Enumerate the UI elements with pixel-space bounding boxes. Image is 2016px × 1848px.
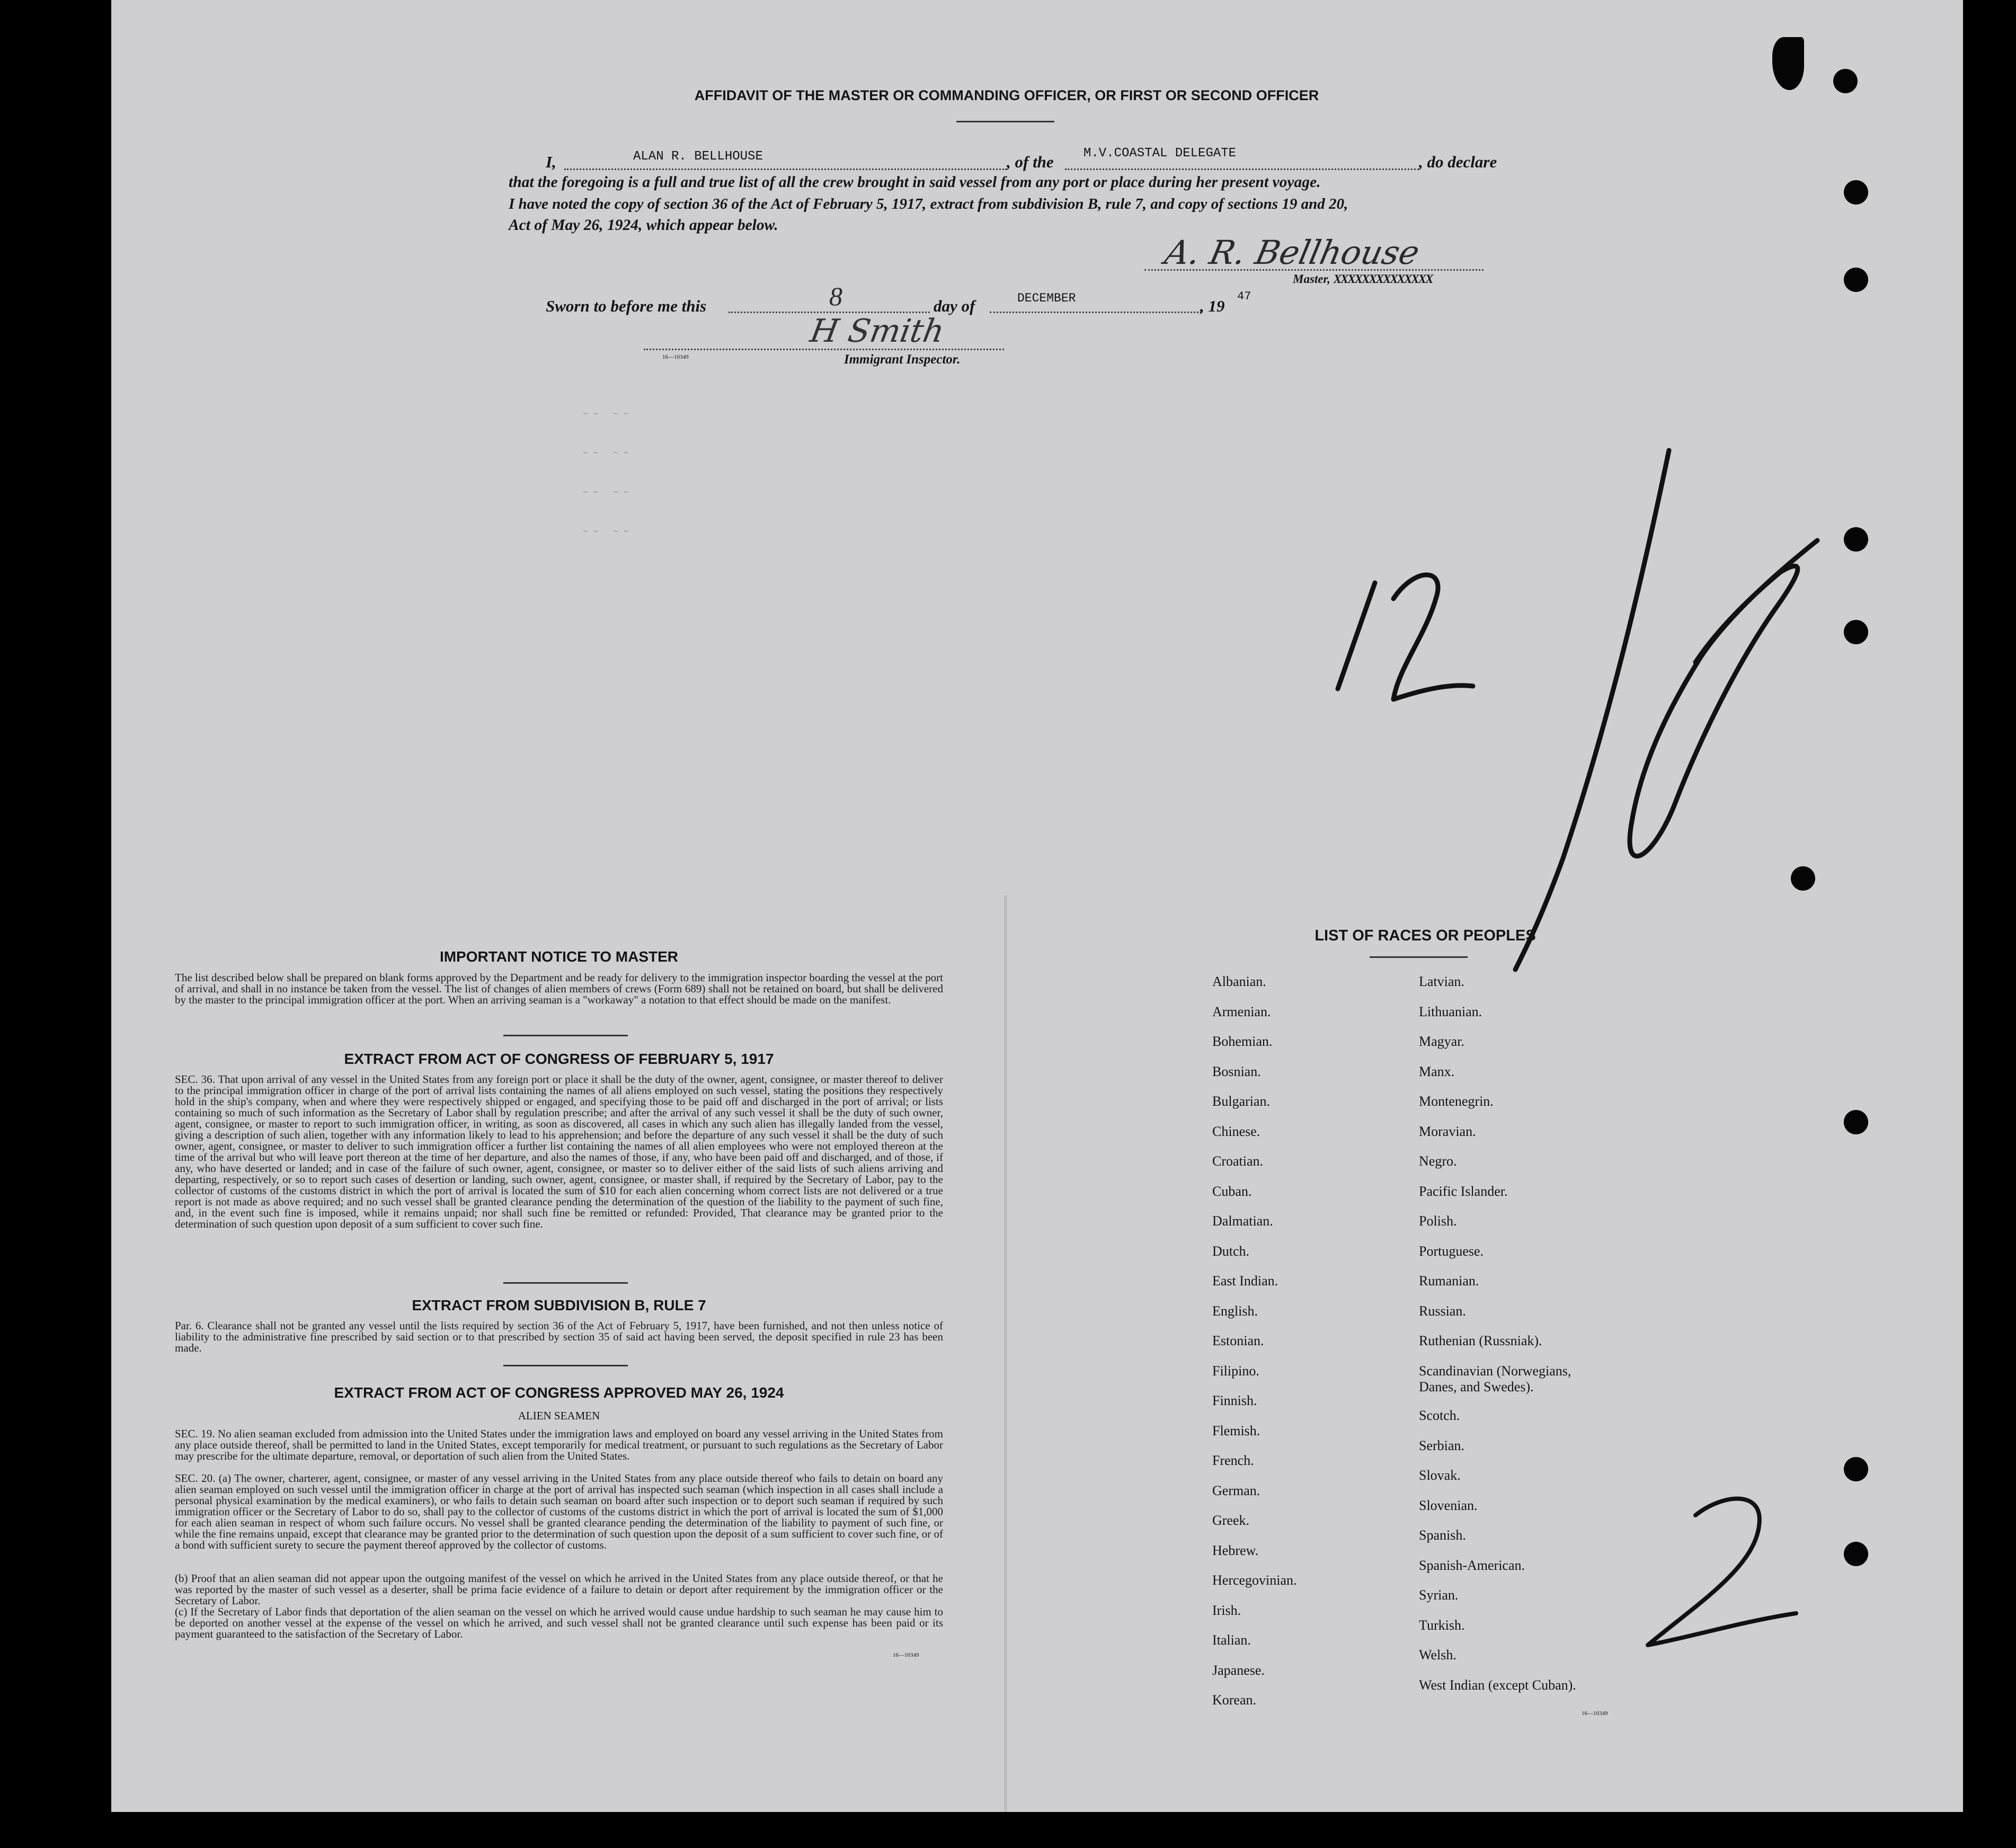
inspector-signature: H Smith [807, 313, 947, 350]
race-item: Estonian. [1212, 1333, 1264, 1348]
race-item: Montenegrin. [1419, 1094, 1494, 1109]
inspector-signature-line [644, 349, 1004, 350]
extract-1924-subtitle: ALIEN SEAMEN [518, 1409, 600, 1422]
punch-hole [1844, 180, 1868, 205]
master-label [1293, 272, 1432, 286]
sworn-label: Sworn to before me this [546, 297, 707, 315]
master-title: Master, [1293, 272, 1330, 286]
month-line [990, 312, 1202, 313]
punch-hole [1844, 1110, 1868, 1134]
race-item: Serbian. [1419, 1437, 1464, 1453]
divider [503, 1282, 628, 1284]
handwritten-page-mark [1616, 1483, 1807, 1674]
race-item: Welsh. [1419, 1647, 1457, 1663]
race-item: Greek. [1212, 1513, 1250, 1528]
race-item: Croatian. [1212, 1153, 1264, 1169]
race-item: Lithuanian. [1419, 1003, 1482, 1019]
divider [503, 1035, 628, 1036]
race-item: Albanian. [1212, 974, 1266, 989]
race-item: Bohemian. [1212, 1034, 1273, 1049]
race-item: Italian. [1212, 1632, 1251, 1648]
race-item: Ruthenian (Russniak). [1419, 1333, 1542, 1348]
race-item: Turkish. [1419, 1617, 1465, 1633]
race-item: West Indian (except Cuban). [1419, 1677, 1576, 1693]
race-item: Cuban. [1212, 1183, 1252, 1199]
master-signature: A. R. Bellhouse [1161, 233, 1423, 272]
race-item: Spanish-American. [1419, 1557, 1525, 1573]
race-item: German. [1212, 1482, 1260, 1498]
extract-1924-title: EXTRACT FROM ACT OF CONGRESS APPROVED MAY 26, 1924 [334, 1384, 784, 1401]
race-item: Armenian. [1212, 1003, 1271, 1019]
extract-1924-sec20c: (c) If the Secretary of Labor finds that deportation of the alien seaman on the vessel on which he arrived would cause undue hardship to such seaman he may cause him to be deported on another vessel at the expense of the vessel on which he arrived, and such vessel shall not be granted clearance until such expense has been paid or its payment guaranteed to the satisfaction of the Secretary of Labor. [175, 1605, 943, 1640]
extract-1917-title: EXTRACT FROM ACT OF CONGRESS OF FEBRUARY 5, 1917 [344, 1051, 774, 1067]
race-item: Syrian. [1419, 1587, 1459, 1603]
notice-title: IMPORTANT NOTICE TO MASTER [439, 948, 679, 965]
race-item: Hebrew. [1212, 1542, 1259, 1558]
race-item: Pacific Islander. [1419, 1183, 1508, 1199]
race-item: Magyar. [1419, 1034, 1464, 1049]
extract-1924-sec19: SEC. 19. No alien seaman excluded from admission into the United States under the immigration laws and employed on board any vessel arriving in the United States from any place outside thereof, shall be permitted to land in the United States, except temporarily for medical treatment, or pursuant to such regulations as the Secretary of Labor may prescribe for the ultimate departure, removal, or deportation of such alien from the United States. [175, 1427, 943, 1462]
master-signature-line [1144, 269, 1484, 271]
race-item: Bulgarian. [1212, 1094, 1271, 1109]
extract-1924-sec20b: (b) Proof that an alien seaman did not appear upon the outgoing manifest of the vessel on which he arrived in the United States from any place outside thereof, or that he was reported by the master of such vessel as a deserter, shall be prima facie evidence of a failure to detain or deport after requirement by the immigration officer or the Secretary of Labor. [175, 1572, 943, 1607]
race-item: Chinese. [1212, 1123, 1260, 1139]
struck-officer-title: XXXXXXXXXXXXXX [1333, 272, 1433, 286]
race-item: English. [1212, 1303, 1258, 1319]
page-fold-line [1004, 895, 1007, 1812]
race-item: Irish. [1212, 1602, 1241, 1618]
race-item: Slovenian. [1419, 1497, 1478, 1513]
bleed-through-marks: ~ ~ ~ ~ ~ ~ ~ ~ ~ ~ ~ ~ ~ ~ ~ ~ [583, 410, 629, 537]
race-item: Filipino. [1212, 1363, 1259, 1379]
race-item: Hercegovinian. [1212, 1572, 1297, 1588]
race-item: Polish. [1419, 1213, 1457, 1229]
punch-hole [1844, 268, 1868, 292]
extract-1924-sec20a: SEC. 20. (a) The owner, charterer, agent, consignee, or master of any vessel arriving in the United States from any place outside thereof who fails to detain on board any alien seaman employed on such vessel until the immigration officer in charge at the port of arrival has inspected such seaman (which inspection in all cases shall include a personal physical examination by the medical examiners), or who fails to detain such seaman on board after such inspection or to deport such seaman if required by such immigration officer or the Secretary of Labor to do so, shall pay to the collector of customs of the customs district in which the port of arrival is located the sum of $1,000 for each alien seaman in respect of whom such failure occurs. No vessel shall be granted clearance pending the determination of the liability to payment of such fine, or while the fine remains unpaid, except that clearance may be granted prior to the determination of such question upon the deposit of a sum sufficient to cover such fine, or of a bond with sufficient surety to secure the payment thereof approved by the collector of customs. [175, 1472, 943, 1551]
races-title-underline [1370, 956, 1468, 958]
race-item: East Indian. [1212, 1273, 1278, 1289]
race-item: Danes, and Swedes). [1419, 1379, 1534, 1394]
of-the-label: , of the [1007, 153, 1054, 171]
punch-hole [1833, 69, 1858, 93]
affidavit-form-number: 16—10349 [662, 354, 689, 360]
punch-hole [1844, 1457, 1868, 1481]
punch-hole [1844, 1542, 1868, 1566]
race-item: Manx. [1419, 1063, 1455, 1079]
race-item: Latvian. [1419, 974, 1464, 989]
races-title: LIST OF RACES OR PEOPLES [1315, 927, 1536, 944]
race-item: Finnish. [1212, 1393, 1257, 1408]
month-value: DECEMBER [1017, 291, 1076, 305]
race-item: Korean. [1212, 1692, 1257, 1708]
race-item: Japanese. [1212, 1662, 1265, 1678]
race-item: Spanish. [1419, 1527, 1466, 1543]
race-item: Slovak. [1419, 1468, 1461, 1483]
race-item: Dutch. [1212, 1243, 1250, 1259]
extract-1917-body: SEC. 36. That upon arrival of any vessel in the United States from any foreign port or place it shall be the duty of the owner, agent, consignee, or master thereof to deliver to the principal immigration officer in charge of the port of arrival lists containing the names of all aliens employed on such vessel, stating the positions they respectively hold in the ship's company, when and where they were respectively shipped or engaged, and specifying those to be paid off and discharged in the port of arrival; or lists containing so much of such information as the Secretary of Labor shall by regulation prescribe; and after the arrival of any such vessel it shall be the duty of such owner, agent, consignee, or master to report to such immigration officer, in writing, as soon as discovered, all cases in which any such alien has illegally landed from the vessel, giving a description of such alien, together with any information likely to lead to his apprehension; and before the departure of any such vessel it shall be the duty of such owner, agent, consignee, or master to deliver to such immigration officer a further list containing the names of all alien employees who were not employed thereon at the time of the arrival but who will leave port thereon at the time of her departure, and also the names of those, if any, who have been paid off and discharged, and of those, if any, who have deserted or landed; and in case of the failure of such owner, agent, consignee, or master so to deliver either of the said lists of such aliens arriving and departing, respectively, or so to report such cases of desertion or landing, such owner, agent, consignee, or master shall, if required by the Secretary of Labor, pay to the collector of customs of the customs district in which the port of arrival is located the sum of $10 for each alien concerning whom correct lists are not delivered or a true report is not made as above required; and no such vessel shall be granted clearance pending the determination of the question of the liability to the payment of such fine, and, in the event such fine is imposed, while it remains unpaid; nor shall such fine be remitted or refunded: Provided, That clearance may be granted prior to the determination of such question upon deposit of a sum sufficient to cover such fine. [175, 1073, 943, 1230]
vessel-line [1065, 168, 1419, 170]
affidavit-line-3: I have noted the copy of section 36 of the Act of February 5, 1917, extract from subdivision B, rule 7, and copy of sections 19 and 20, [509, 196, 1348, 212]
day-value: 8 [829, 281, 842, 311]
notice-body: The list described below shall be prepared on blank forms approved by the Department and be ready for delivery to the immigration inspector boarding the vessel at the port of arrival, and shall in no instance be taken from the vessel. The list of changes of alien members of crews (Form 689) shall not be retained on board, but shall be delivered by the master to the principal immigration officer at the port. When an arriving seaman is a "workaway" a notation to that effect should be made on the manifest. [175, 971, 943, 1006]
race-item: French. [1212, 1453, 1254, 1468]
title-underline [956, 121, 1054, 122]
race-item: Russian. [1419, 1303, 1466, 1319]
race-item: Dalmatian. [1212, 1213, 1273, 1229]
vessel-name-value: M.V.COASTAL DELEGATE [1084, 146, 1237, 161]
race-item: Negro. [1419, 1153, 1457, 1169]
race-item: Scotch. [1419, 1408, 1460, 1423]
race-item: Flemish. [1212, 1423, 1260, 1438]
year-value: 47 [1237, 290, 1251, 303]
extract-form-number: 16—10349 [893, 1652, 919, 1658]
affidavit-line-2: that the foregoing is a full and true list of all the crew brought in said vessel from any port or place during her present voyage. [509, 174, 1321, 191]
i-label: I, [546, 153, 556, 171]
year-prefix: , 19 [1200, 297, 1225, 315]
race-item: Rumanian. [1419, 1273, 1479, 1289]
race-item: Moravian. [1419, 1123, 1476, 1139]
race-item: Scandinavian (Norwegians, [1419, 1363, 1571, 1379]
affidavit-line-4: Act of May 26, 1924, which appear below. [509, 217, 778, 234]
master-name-value: ALAN R. BELLHOUSE [633, 149, 763, 164]
extract-rule7-body: Par. 6. Clearance shall not be granted any vessel until the lists required by section 36 of the Act of February 5, 1917, have been furnished, and not then unless notice of liability to the administrative fine prescribed by said section or to that prescribed by section 35 of said act having been served, the deposit specified in rule 23 has been made. [175, 1319, 943, 1354]
name-line [564, 168, 1007, 170]
inspector-label: Immigrant Inspector. [844, 352, 961, 367]
race-item: Bosnian. [1212, 1063, 1261, 1079]
divider [503, 1365, 628, 1366]
affidavit-title: AFFIDAVIT OF THE MASTER OR COMMANDING OFFICER, OR FIRST OR SECOND OFFICER [694, 87, 1319, 103]
handwritten-date-mark [1314, 440, 1854, 996]
races-form-number: 16—10349 [1582, 1710, 1608, 1717]
do-declare-label: , do declare [1419, 153, 1497, 171]
extract-rule7-title: EXTRACT FROM SUBDIVISION B, RULE 7 [412, 1297, 706, 1313]
day-of-label: day of [934, 297, 975, 315]
race-item: Portuguese. [1419, 1243, 1484, 1259]
